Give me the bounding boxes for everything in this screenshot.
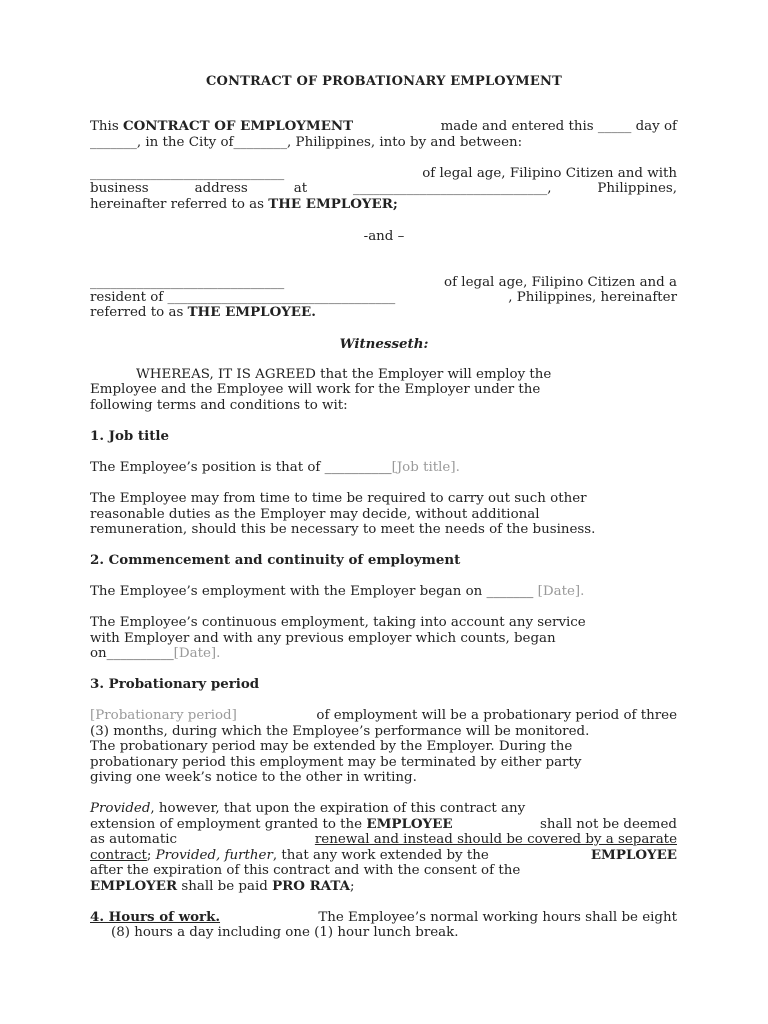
- intro-line-1: This CONTRACT OF EMPLOYMENT made and entered this _____ day of: [90, 118, 677, 134]
- section-2-continuous-line-1: The Employee’s continuous employment, taking into account any service: [90, 615, 586, 630]
- employee-line-3: referred to as THE EMPLOYEE.: [90, 304, 316, 320]
- whereas-line-3: following terms and conditions to wit:: [90, 398, 348, 413]
- section-1-duties-line-1: The Employee may from time to time be required to carry out such other: [90, 491, 587, 506]
- witnesseth-heading: Witnesseth:: [339, 336, 429, 352]
- section-1-duties-line-2: reasonable duties as the Employer may decide, without additional: [90, 507, 540, 522]
- whereas-line-2: Employee and the Employee will work for the Employer under the: [90, 382, 541, 397]
- section-3-p1-line-5: giving one week’s notice to the other in writing.: [90, 770, 417, 785]
- page-title: CONTRACT OF PROBATIONARY EMPLOYMENT: [206, 74, 562, 89]
- section-2-continuous-line-2: with Employer and with any previous employer which counts, began: [90, 631, 556, 646]
- section-3-p2-line-1: Provided, however, that upon the expiration of this contract any: [90, 801, 526, 816]
- section-2-began: The Employee’s employment with the Employer began on _______ [Date].: [90, 584, 585, 599]
- section-3-p2-line-6: EMPLOYER shall be paid PRO RATA;: [90, 878, 355, 894]
- section-3-p2-line-3: as automatic renewal and instead should be covered by a separate: [90, 832, 677, 847]
- section-1-heading: 1. Job title: [90, 428, 169, 444]
- whereas-line-1: WHEREAS, IT IS AGREED that the Employer will employ the: [136, 367, 552, 382]
- section-3-heading: 3. Probationary period: [90, 676, 260, 692]
- section-4-heading: 4. Hours of work.: [90, 909, 221, 925]
- section-2-continuous-line-3: on__________[Date].: [90, 646, 221, 661]
- section-3-p2-line-2: extension of employment granted to the EMPLOYEE shall not be deemed: [90, 816, 677, 832]
- section-4-line-2: (8) hours a day including one (1) hour lunch break.: [111, 925, 459, 940]
- section-4-line-1: 4. Hours of work. The Employee’s normal working hours shall be eight: [90, 909, 677, 925]
- section-3-p1-line-1: [Probationary period] of employment will be a probationary period of three: [90, 708, 677, 723]
- section-3-p1-line-3: The probationary period may be extended by the Employer. During the: [90, 739, 573, 754]
- section-3-p1-line-4: probationary period this employment may be terminated by either party: [90, 755, 582, 770]
- section-2-heading: 2. Commencement and continuity of employment: [90, 552, 461, 568]
- section-3-p2-line-4: contract; Provided, further, that any work extended by the EMPLOYEE: [90, 847, 677, 863]
- employer-line-2: business address at _____________________________, Philippines,: [90, 181, 677, 196]
- section-3-p2-line-5: after the expiration of this contract and with the consent of the: [90, 863, 521, 878]
- and-separator: -and –: [363, 229, 405, 244]
- employee-line-1: _____________________________ of legal age, Filipino Citizen and a: [90, 275, 677, 290]
- employer-line-1: _____________________________ of legal age, Filipino Citizen and with: [90, 166, 677, 181]
- section-3-p1-line-2: (3) months, during which the Employee’s performance will be monitored.: [90, 724, 590, 739]
- employee-line-2: resident of __________________________________ , Philippines, hereinafter: [90, 290, 677, 305]
- section-1-position: The Employee’s position is that of __________[Job title].: [90, 460, 460, 475]
- employer-line-3: hereinafter referred to as THE EMPLOYER;: [90, 196, 398, 212]
- section-1-duties-line-3: remuneration, should this be necessary to meet the needs of the business.: [90, 522, 596, 537]
- intro-line-2: _______, in the City of________, Philippines, into by and between:: [90, 135, 523, 150]
